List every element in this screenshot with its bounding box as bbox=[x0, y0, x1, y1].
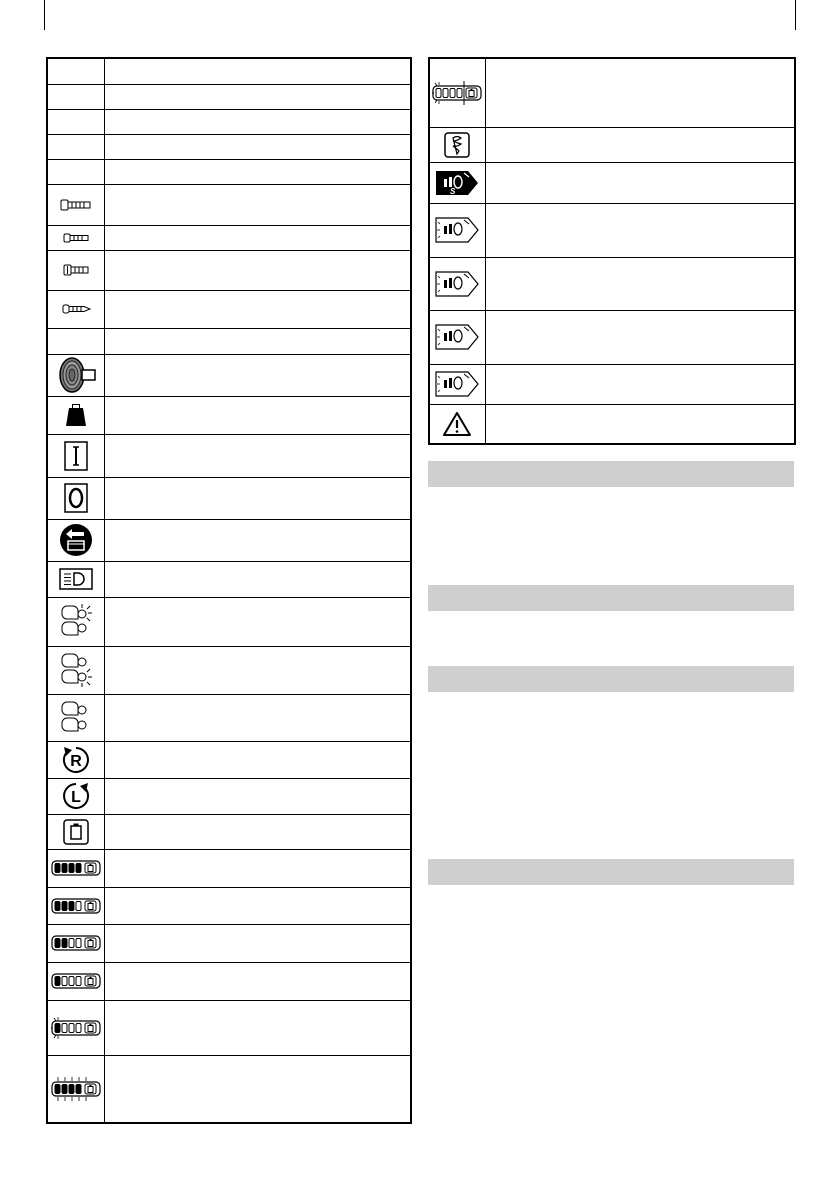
symbol-cell bbox=[47, 741, 104, 778]
wood-screw-icon bbox=[60, 303, 92, 315]
symbol-cell bbox=[429, 257, 485, 310]
description-cell bbox=[104, 396, 411, 434]
table-row bbox=[47, 134, 411, 159]
symbol-cell bbox=[47, 962, 104, 1000]
description-cell bbox=[104, 778, 411, 814]
table-row bbox=[47, 597, 411, 646]
symbol-cell bbox=[47, 561, 104, 597]
battery-segment bbox=[450, 88, 455, 97]
description-cell bbox=[104, 519, 411, 561]
symbol-cell bbox=[47, 58, 104, 84]
symbol-cell bbox=[429, 310, 485, 364]
table-row bbox=[47, 434, 411, 477]
section-header-bar bbox=[428, 859, 794, 885]
table-row bbox=[429, 404, 795, 444]
description-cell bbox=[104, 741, 411, 778]
battery-level-3-icon bbox=[51, 897, 101, 915]
description-cell bbox=[104, 1055, 411, 1123]
description-cell bbox=[485, 364, 795, 404]
symbol-cell bbox=[47, 290, 104, 328]
battery-segment bbox=[62, 1023, 67, 1032]
battery-icon bbox=[63, 819, 89, 845]
table-row bbox=[47, 159, 411, 184]
description-cell bbox=[104, 924, 411, 962]
symbol-cell bbox=[47, 184, 104, 225]
symbol-cell bbox=[429, 127, 485, 162]
symbol-cell bbox=[47, 109, 104, 134]
anchor-bolt-icon bbox=[54, 356, 98, 394]
description-cell bbox=[485, 404, 795, 444]
speed-selector-icon bbox=[434, 167, 480, 199]
rotation-right-symbol: R bbox=[69, 752, 82, 770]
description-cell bbox=[485, 203, 795, 257]
machine-screw-icon bbox=[61, 263, 91, 277]
left-symbol-table bbox=[46, 57, 412, 1124]
description-cell bbox=[104, 434, 411, 477]
battery-segment bbox=[69, 939, 74, 948]
rotation-left-icon bbox=[60, 780, 92, 812]
table-row bbox=[47, 58, 411, 84]
symbol-cell bbox=[47, 477, 104, 519]
description-cell bbox=[104, 1000, 411, 1055]
table-row bbox=[429, 310, 795, 364]
table-row bbox=[47, 1055, 411, 1123]
battery-segment bbox=[69, 1023, 74, 1032]
symbol-cell bbox=[47, 814, 104, 849]
symbol-cell bbox=[47, 250, 104, 290]
description-cell bbox=[104, 159, 411, 184]
description-cell bbox=[104, 646, 411, 694]
on-symbol-icon bbox=[64, 441, 88, 471]
description-cell bbox=[485, 127, 795, 162]
crop-mark-right bbox=[795, 0, 796, 30]
description-cell bbox=[104, 597, 411, 646]
table-row bbox=[47, 84, 411, 109]
description-cell bbox=[104, 477, 411, 519]
speed-selector-mode-1-icon bbox=[434, 214, 480, 246]
battery-level-blink-one-icon bbox=[51, 1016, 101, 1040]
table-row bbox=[429, 257, 795, 310]
table-row bbox=[47, 646, 411, 694]
description-cell bbox=[104, 694, 411, 741]
table-row bbox=[47, 887, 411, 924]
table-row bbox=[47, 225, 411, 250]
symbol-cell bbox=[429, 364, 485, 404]
symbol-cell bbox=[47, 646, 104, 694]
table-row bbox=[47, 694, 411, 741]
battery-remove-icon bbox=[59, 523, 93, 557]
battery-segment bbox=[69, 901, 74, 910]
table-row bbox=[47, 290, 411, 328]
description-cell bbox=[485, 257, 795, 310]
battery-level-2-icon bbox=[51, 934, 101, 952]
table-row bbox=[47, 477, 411, 519]
speed-selector-mode-3-icon bbox=[434, 321, 480, 353]
battery-segment bbox=[76, 977, 81, 986]
battery-segment bbox=[436, 88, 441, 97]
table-row bbox=[47, 849, 411, 887]
description-cell bbox=[104, 58, 411, 84]
symbol-cell bbox=[47, 778, 104, 814]
rotation-right-icon bbox=[60, 744, 92, 776]
battery-level-4-icon bbox=[51, 859, 101, 877]
symbol-cell bbox=[47, 1055, 104, 1123]
symbol-cell bbox=[429, 404, 485, 444]
section-header-bar bbox=[428, 461, 794, 487]
battery-segment bbox=[62, 1084, 67, 1093]
small-bolt-screw-icon bbox=[61, 232, 91, 244]
mode-indicator-off-icon bbox=[59, 698, 93, 738]
battery-segment bbox=[62, 977, 67, 986]
symbol-cell bbox=[429, 203, 485, 257]
light-icon bbox=[59, 568, 93, 590]
description-cell bbox=[485, 58, 795, 127]
battery-segment bbox=[457, 88, 462, 97]
table-row bbox=[47, 924, 411, 962]
description-cell bbox=[104, 134, 411, 159]
crop-mark-left bbox=[44, 0, 45, 30]
description-cell bbox=[104, 354, 411, 396]
battery-segment bbox=[55, 901, 60, 910]
symbol-cell bbox=[47, 396, 104, 434]
battery-segment bbox=[76, 939, 81, 948]
rotation-left-symbol: L bbox=[70, 789, 81, 806]
description-cell bbox=[104, 561, 411, 597]
symbol-cell bbox=[429, 58, 485, 127]
battery-segment bbox=[55, 1084, 60, 1093]
warning-triangle-icon bbox=[442, 410, 472, 438]
symbol-cell bbox=[47, 694, 104, 741]
battery-segment bbox=[55, 1023, 60, 1032]
symbol-cell bbox=[429, 162, 485, 203]
battery-segment bbox=[76, 1023, 81, 1032]
description-cell bbox=[104, 887, 411, 924]
symbol-cell bbox=[47, 434, 104, 477]
off-symbol-icon bbox=[64, 483, 88, 513]
description-cell bbox=[104, 109, 411, 134]
table-row bbox=[47, 561, 411, 597]
description-cell bbox=[104, 814, 411, 849]
battery-segment bbox=[55, 977, 60, 986]
mode-indicator-lower-icon bbox=[59, 650, 93, 690]
table-row bbox=[47, 519, 411, 561]
battery-segment bbox=[62, 939, 67, 948]
symbol-cell bbox=[47, 597, 104, 646]
description-cell bbox=[104, 328, 411, 354]
description-cell bbox=[485, 162, 795, 203]
table-row bbox=[47, 741, 411, 778]
section-header-bar bbox=[428, 585, 794, 611]
mode-indicator-upper-icon bbox=[59, 602, 93, 642]
symbol-cell bbox=[47, 225, 104, 250]
bolt-screw-icon bbox=[59, 197, 93, 213]
table-row bbox=[47, 1000, 411, 1055]
description-cell bbox=[104, 250, 411, 290]
battery-segment bbox=[69, 977, 74, 986]
symbol-cell bbox=[47, 354, 104, 396]
symbol-cell bbox=[47, 1000, 104, 1055]
weight-icon bbox=[64, 402, 88, 428]
table-row bbox=[47, 184, 411, 225]
table-row bbox=[429, 58, 795, 127]
battery-segment bbox=[55, 939, 60, 948]
table-row bbox=[47, 250, 411, 290]
battery-segment bbox=[69, 1084, 74, 1093]
symbol-cell bbox=[47, 84, 104, 109]
symbol-cell bbox=[47, 519, 104, 561]
battery-segment bbox=[62, 864, 67, 873]
battery-segment bbox=[76, 901, 81, 910]
table-row bbox=[47, 328, 411, 354]
description-cell bbox=[104, 184, 411, 225]
description-cell bbox=[104, 290, 411, 328]
table-row bbox=[47, 814, 411, 849]
symbol-cell bbox=[47, 849, 104, 887]
table-row bbox=[429, 127, 795, 162]
table-row bbox=[47, 396, 411, 434]
table-row bbox=[429, 364, 795, 404]
symbol-cell bbox=[47, 924, 104, 962]
speed-selector-mode-2-icon bbox=[434, 268, 480, 300]
right-symbol-table bbox=[428, 57, 796, 445]
symbol-cell bbox=[47, 887, 104, 924]
battery-segment bbox=[55, 864, 60, 873]
symbol-cell bbox=[47, 159, 104, 184]
section-header-bar bbox=[428, 666, 794, 692]
description-cell bbox=[104, 849, 411, 887]
speed-selector-mode-4-icon bbox=[434, 368, 480, 400]
table-row bbox=[47, 778, 411, 814]
table-row bbox=[429, 203, 795, 257]
symbol-cell bbox=[47, 328, 104, 354]
battery-segment bbox=[62, 901, 67, 910]
table-row bbox=[47, 109, 411, 134]
description-cell bbox=[104, 962, 411, 1000]
battery-overheat-icon bbox=[432, 81, 482, 105]
battery-segment bbox=[443, 88, 448, 97]
battery-segment bbox=[69, 864, 74, 873]
battery-level-1-icon bbox=[51, 972, 101, 990]
description-cell bbox=[485, 310, 795, 364]
description-cell bbox=[104, 84, 411, 109]
table-row bbox=[429, 162, 795, 203]
svg-text:S: S bbox=[450, 186, 456, 196]
battery-segment bbox=[76, 864, 81, 873]
battery-segment bbox=[76, 1084, 81, 1093]
symbol-cell bbox=[47, 134, 104, 159]
table-row bbox=[47, 962, 411, 1000]
table-row bbox=[47, 354, 411, 396]
drill-mode-icon bbox=[444, 132, 470, 158]
battery-level-blink-all-icon bbox=[51, 1076, 101, 1102]
description-cell bbox=[104, 225, 411, 250]
